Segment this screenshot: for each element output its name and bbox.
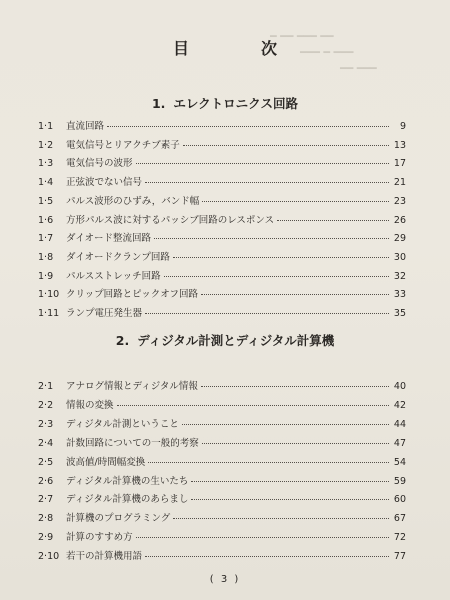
entry-page-number: 67 [393, 513, 406, 525]
entry-title: 計算のすすめ方 [66, 532, 133, 544]
toc-entry[interactable] [38, 212, 406, 230]
entry-page-number: 21 [393, 177, 406, 189]
toc-entry[interactable] [38, 510, 406, 528]
entry-page-number: 44 [393, 418, 406, 430]
dot-leader [173, 518, 389, 519]
bleed-through-mark: ━ ━━ ━━━ ━━ [270, 30, 334, 43]
dot-leader [145, 313, 389, 314]
entry-title: ダイオード整流回路 [66, 233, 152, 245]
toc-entry[interactable] [38, 155, 406, 173]
dot-leader [191, 499, 389, 500]
entry-number: 2·3 [38, 418, 54, 430]
entry-page-number: 29 [393, 233, 406, 245]
toc-entry[interactable] [38, 230, 406, 248]
dot-leader [183, 145, 389, 146]
entry-title: 電気信号とリアクチブ素子 [66, 139, 180, 151]
toc-entry[interactable] [38, 473, 406, 491]
entry-number: 2·8 [38, 513, 54, 525]
chapter-number: 1. [151, 96, 166, 111]
entry-title: 計算機のプログラミング [66, 513, 171, 525]
entry-title: ランプ電圧発生器 [66, 308, 143, 319]
entry-page-number: 47 [393, 437, 406, 449]
entry-page-number: 17 [393, 158, 406, 170]
entry-number: 1·9 [38, 270, 54, 282]
entry-number: 2·2 [38, 399, 54, 411]
dot-leader [148, 462, 389, 463]
chapter-title: エレクトロニクス回路 [173, 96, 299, 111]
toc-entry[interactable] [38, 548, 406, 566]
entry-title: 波高値/時間幅変換 [66, 456, 146, 468]
entry-number: 1·11 [38, 308, 60, 319]
entry-page-number: 26 [393, 214, 406, 226]
entry-number: 1·3 [38, 158, 54, 170]
entry-page-number: 30 [393, 251, 406, 263]
toc-entry[interactable] [38, 378, 406, 396]
toc-entry[interactable] [38, 286, 406, 304]
entry-number: 1·7 [38, 233, 54, 245]
entry-page-number: 54 [393, 456, 406, 468]
entry-number: 2·1 [38, 381, 54, 392]
entry-title: ディジタル計測ということ [66, 418, 179, 430]
toc-entry[interactable] [38, 249, 406, 267]
entry-page-number: 13 [393, 139, 406, 151]
entry-number: 1·4 [38, 177, 54, 189]
toc-entry[interactable] [38, 529, 406, 547]
entry-number: 1·5 [38, 195, 54, 207]
dot-leader [117, 405, 389, 406]
dot-leader [182, 424, 389, 425]
bleed-through-mark: ━━━ ━ ━━━ [300, 46, 354, 59]
entry-title: ディジタル計算機の生いたち [66, 475, 189, 487]
entry-title: 若干の計算機用語 [66, 551, 143, 563]
entry-title: パルス波形のひずみ，バンド幅 [66, 195, 200, 207]
dot-leader [164, 276, 389, 277]
chapter-heading [0, 331, 450, 349]
entry-number: 2·5 [38, 456, 54, 468]
entry-title: 直流回路 [66, 121, 105, 132]
entry-number: 1·6 [38, 214, 54, 226]
entry-title: 情報の変換 [66, 399, 114, 411]
entry-page-number: 72 [393, 532, 406, 544]
entry-page-number: 59 [393, 475, 406, 487]
toc-entry[interactable] [38, 397, 406, 415]
toc-entry[interactable] [38, 305, 406, 323]
entry-number: 1·8 [38, 251, 54, 263]
entry-page-number: 33 [393, 289, 406, 301]
entry-number: 2·10 [38, 551, 60, 563]
entry-title: 正弦波でない信号 [66, 177, 143, 189]
entry-number: 2·9 [38, 532, 54, 544]
toc-entry[interactable] [38, 491, 406, 509]
entry-number: 2·6 [38, 475, 54, 487]
entry-page-number: 77 [393, 551, 406, 563]
dot-leader [191, 481, 389, 482]
entry-page-number: 32 [393, 270, 406, 282]
chapter-number: 2. [115, 333, 130, 348]
toc-entry[interactable] [38, 435, 406, 453]
dot-leader [202, 443, 389, 444]
toc-entry[interactable] [38, 137, 406, 155]
page-title: 目 次 [172, 39, 305, 58]
bleed-through-mark: ━━ ━━━ [340, 62, 377, 75]
entry-title: パルスストレッチ回路 [66, 270, 161, 282]
entry-title: ディジタル計算機のあらまし [66, 494, 189, 506]
chapter-heading [0, 94, 450, 112]
dot-leader [136, 537, 389, 538]
entry-number: 2·4 [38, 437, 54, 449]
dot-leader [201, 386, 389, 387]
entry-title: クリップ回路とピックオフ回路 [66, 289, 198, 301]
toc-entry[interactable] [38, 454, 406, 472]
toc-entry[interactable] [38, 174, 406, 192]
dot-leader [145, 182, 389, 183]
dot-leader [202, 201, 389, 202]
entry-title: ダイオードクランプ回路 [66, 251, 170, 263]
entry-page-number: 35 [393, 308, 406, 319]
entry-page-number: 60 [393, 494, 406, 506]
entry-number: 2·7 [38, 494, 54, 506]
toc-entry[interactable] [38, 416, 406, 434]
dot-leader [154, 238, 389, 239]
entry-title: アナログ情報とディジタル情報 [66, 381, 198, 392]
entry-number: 1·1 [38, 121, 54, 132]
entry-page-number: 23 [393, 195, 406, 207]
entry-title: 方形パルス波に対するパッシブ回路のレスポンス [66, 214, 275, 226]
dot-leader [173, 257, 389, 258]
toc-entry[interactable] [38, 268, 406, 286]
toc-entry[interactable] [38, 193, 406, 211]
entry-title: 計数回路についての一般的考察 [66, 437, 199, 449]
dot-leader [136, 163, 389, 164]
entry-number: 1·2 [38, 139, 54, 151]
entry-page-number: 9 [399, 121, 406, 132]
toc-entry[interactable] [38, 118, 406, 136]
dot-leader [107, 126, 389, 127]
entry-page-number: 42 [393, 399, 406, 411]
entry-page-number: 40 [393, 381, 406, 392]
chapter-title: ディジタル計測とディジタル計算機 [137, 333, 335, 348]
dot-leader [201, 294, 389, 295]
dot-leader [145, 556, 389, 557]
dot-leader [277, 220, 389, 221]
entry-number: 1·10 [38, 289, 60, 301]
entry-title: 電気信号の波形 [66, 158, 133, 170]
page-number: ( 3 ) [209, 574, 241, 585]
